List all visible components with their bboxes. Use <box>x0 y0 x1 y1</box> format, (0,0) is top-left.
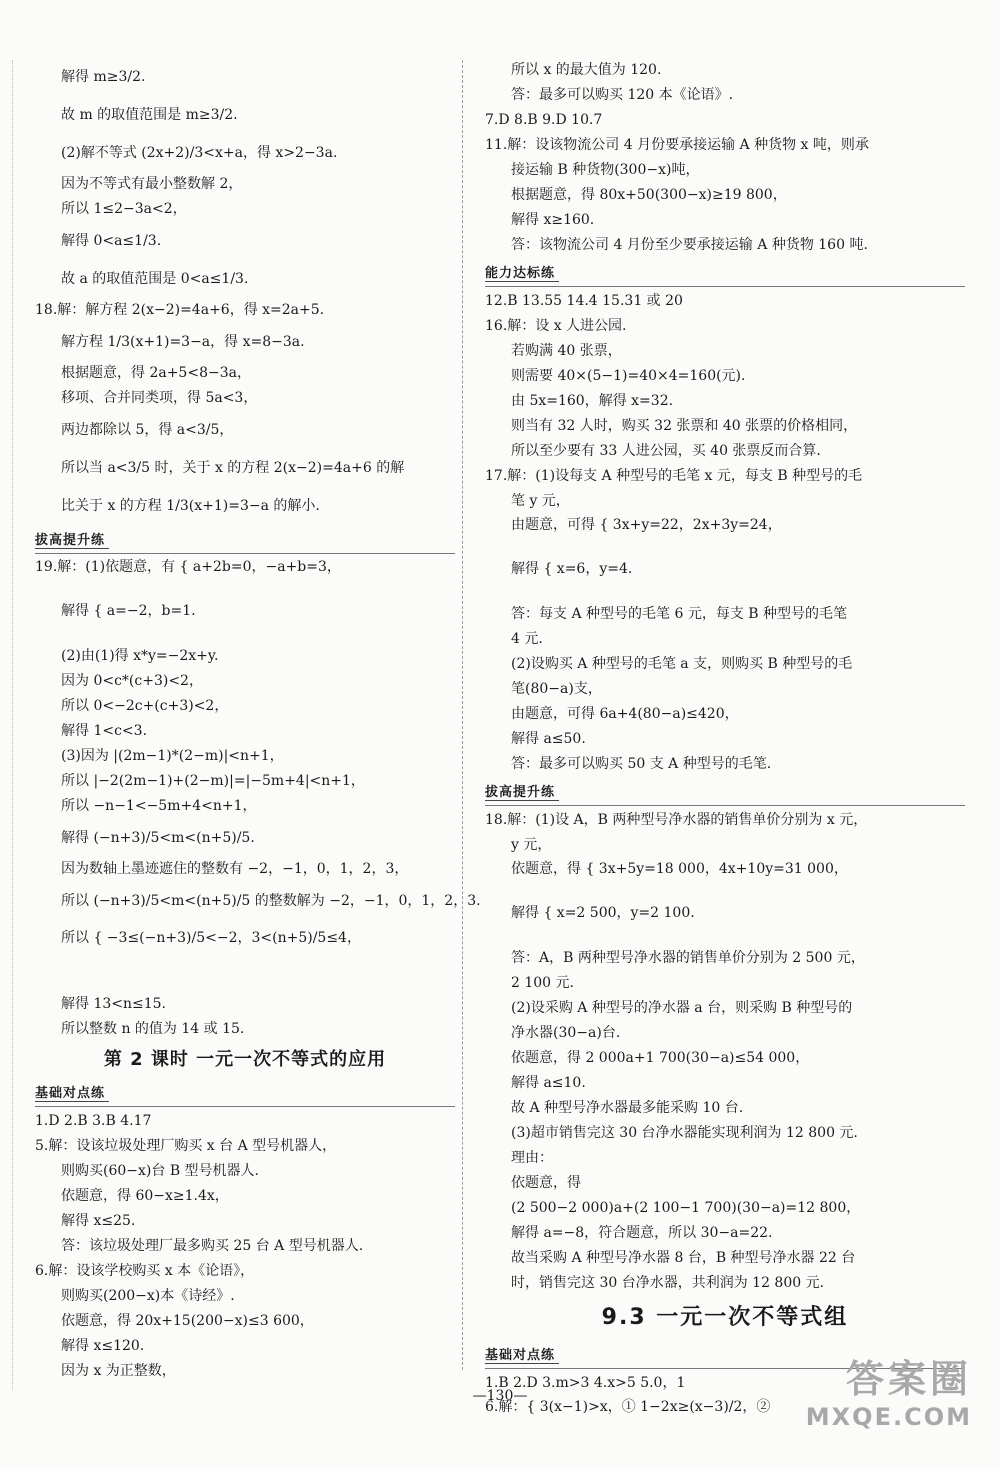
answer-line: 答：最多可以购买 120 本《论语》. <box>511 87 734 103</box>
answer-line: 所以 (−n+3)/5<m<(n+5)/5 的整数解为 −2，−1，0，1，2，3. <box>61 893 481 909</box>
answer-line: (2)设采购 A 种型号的净水器 a 台，则采购 B 种型号的 <box>511 1000 853 1016</box>
answer-line: 解得 a=−8，符合题意，所以 30−a=22. <box>511 1225 773 1241</box>
answer-line: 则购买(200−x)本《诗经》. <box>61 1288 235 1304</box>
answer-line: 所以 { −3≤(−n+3)/5<−2，3<(n+5)/5≤4， <box>61 930 361 946</box>
answer-line: 所以 0<−2c+(c+3)<2， <box>61 698 229 714</box>
answer-line: 净水器(30−a)台. <box>511 1025 621 1041</box>
answer-line: 答：该物流公司 4 月份至少要承接运输 A 种货物 160 吨. <box>511 237 868 253</box>
answer-line: 7.D 8.B 9.D 10.7 <box>485 112 603 128</box>
answer-line: 故当采购 A 种型号净水器 8 台，B 种型号净水器 22 台 <box>511 1250 856 1266</box>
answer-line: 所以 −n−1<−5m+4<n+1， <box>61 798 257 814</box>
section-heading: 拔高提升练 <box>485 781 559 801</box>
answer-line: 答：A，B 两种型号净水器的销售单价分别为 2 500 元， <box>511 950 865 966</box>
answer-line: 依题意，得 60−x≥1.4x， <box>61 1188 229 1204</box>
answer-line: 解得 x≤25. <box>61 1213 136 1229</box>
answer-line: 依题意，得 { 3x+5y=18 000，4x+10y=31 000， <box>511 861 848 877</box>
page-number: —130— <box>472 1388 528 1404</box>
answer-line: 则购买(60−x)台 B 型号机器人. <box>61 1163 260 1179</box>
answer-line: 解得 x≥160. <box>511 212 595 228</box>
answer-line: 12.B 13.55 14.4 15.31 或 20 <box>485 293 683 309</box>
answer-line: 因为数轴上墨迹遮住的整数有 −2，−1，0，1，2，3， <box>61 861 409 877</box>
answer-line: 由 5x=160，解得 x=32. <box>511 393 674 409</box>
answer-line: 时，销售完这 30 台净水器，共利润为 12 800 元. <box>511 1275 825 1291</box>
section-heading: 拔高提升练 <box>35 529 109 549</box>
answer-line: 两边都除以 5，得 a<3/5， <box>61 422 234 438</box>
answer-line: 6.解：设该学校购买 x 本《论语》， <box>35 1263 255 1279</box>
section-heading-row <box>35 525 455 554</box>
section-heading-row <box>485 258 965 287</box>
answer-line: 答：每支 A 种型号的毛笔 6 元，每支 B 种型号的毛笔 <box>511 606 848 622</box>
answer-line: 11.解：设该物流公司 4 月份要承接运输 A 种货物 x 吨，则承 <box>485 137 869 153</box>
answer-line: 1.B 2.D 3.m>3 4.x>5 5.0，1 <box>485 1375 686 1391</box>
answer-line: 笔(80−a)支， <box>511 681 602 697</box>
answer-line: 笔 y 元， <box>511 493 570 509</box>
left-column <box>35 58 481 1384</box>
answer-line: 解得 { a=−2，b=1. <box>61 603 196 619</box>
section-heading: 基础对点练 <box>35 1082 109 1102</box>
answer-line: 18.解：(1)设 A，B 两种型号净水器的销售单价分别为 x 元， <box>485 812 868 828</box>
answer-line: 因为 0<c*(c+3)<2， <box>61 673 203 689</box>
answer-line: 故 A 种型号净水器最多能采购 10 台. <box>511 1100 744 1116</box>
answer-line: 故 a 的取值范围是 0<a≤1/3. <box>61 271 249 287</box>
answer-line: 根据题意，得 80x+50(300−x)≥19 800， <box>511 187 787 203</box>
watermark-logo: 答案圈 <box>845 1357 972 1401</box>
answer-line: 根据题意，得 2a+5<8−3a， <box>61 365 251 381</box>
answer-line: (2 500−2 000)a+(2 100−1 700)(30−a)=12 800， <box>511 1200 861 1216</box>
binding-margin-line <box>12 60 13 1390</box>
answer-line: 因为不等式有最小整数解 2， <box>61 176 243 192</box>
answer-line: (3)因为 |(2m−1)*(2−m)|<n+1， <box>61 748 284 764</box>
answer-line: 所以当 a<3/5 时，关于 x 的方程 2(x−2)=4a+6 的解 <box>61 460 405 476</box>
answer-line: (3)超市销售完这 30 台净水器能实现利润为 12 800 元. <box>511 1125 858 1141</box>
answer-line: 由题意，可得 6a+4(80−a)≤420， <box>511 706 739 722</box>
answer-line: 因为 x 为正整数， <box>61 1363 176 1379</box>
section-heading-row <box>485 777 965 806</box>
answer-line: 所以至少要有 33 人进公园，买 40 张票反而合算. <box>511 443 821 459</box>
answer-line: 接运输 B 种货物(300−x)吨， <box>511 162 700 178</box>
answer-line: 则当有 32 人时，购买 32 张票和 40 张票的价格相同， <box>511 418 858 434</box>
answer-line: 16.解：设 x 人进公园. <box>485 318 627 334</box>
answer-line: 解得 x≤120. <box>61 1338 145 1354</box>
section-heading-row <box>35 1078 455 1107</box>
answer-line: 解得 m≥3/2. <box>61 69 146 85</box>
answer-line: 所以 1≤2−3a<2， <box>61 201 187 217</box>
answer-line: (2)解不等式 (2x+2)/3<x+a，得 x>2−3a. <box>61 145 338 161</box>
answer-line: 理由： <box>511 1150 553 1166</box>
answer-line: 解得 { x=2 500，y=2 100. <box>511 905 695 921</box>
answer-line: 则需要 40×(5−1)=40×4=160(元). <box>511 368 746 384</box>
column-divider <box>462 60 463 1370</box>
answer-line: (2)由(1)得 x*y=−2x+y. <box>61 648 219 664</box>
answer-line: 依题意，得 20x+15(200−x)≤3 600， <box>61 1313 314 1329</box>
answer-line: 4 元. <box>511 631 543 647</box>
answer-line: 故 m 的取值范围是 m≥3/2. <box>61 107 238 123</box>
answer-line: 解得 0<a≤1/3. <box>61 233 162 249</box>
answer-line: 解得 (−n+3)/5<m<(n+5)/5. <box>61 830 255 846</box>
answer-line: 解得 a≤10. <box>511 1075 586 1091</box>
answer-line: 5.解：设该垃圾处理厂购买 x 台 A 型号机器人， <box>35 1138 337 1154</box>
lesson-title: 第 2 课时 一元一次不等式的应用 <box>103 1049 387 1070</box>
answer-line: 6.解：{ 3(x−1)>x，① 1−2x≥(x−3)/2，② <box>485 1399 771 1415</box>
answer-line: 17.解：(1)设每支 A 种型号的毛笔 x 元，每支 B 种型号的毛 <box>485 468 863 484</box>
answer-line: 解得 1<c<3. <box>61 723 148 739</box>
answer-line: 依题意，得 2 000a+1 700(30−a)≤54 000， <box>511 1050 810 1066</box>
answer-line: y 元， <box>511 837 552 853</box>
right-column <box>485 58 965 1440</box>
answer-line: 所以 x 的最大值为 120. <box>511 62 662 78</box>
answer-line: 比关于 x 的方程 1/3(x+1)=3−a 的解小. <box>61 498 320 514</box>
answer-line: 由题意，可得 { 3x+y=22，2x+3y=24， <box>511 517 782 533</box>
answer-line: 解得 13<n≤15. <box>61 996 167 1012</box>
answer-line: 答：最多可以购买 50 支 A 种型号的毛笔. <box>511 756 772 772</box>
answer-line: 解方程 1/3(x+1)=3−a，得 x=8−3a. <box>61 334 305 350</box>
answer-line: 移项、合并同类项，得 5a<3， <box>61 390 258 406</box>
section-heading: 能力达标练 <box>485 262 559 282</box>
answer-line: 18.解：解方程 2(x−2)=4a+6，得 x=2a+5. <box>35 302 325 318</box>
answer-line: 所以整数 n 的值为 14 或 15. <box>61 1021 245 1037</box>
answer-line: 2 100 元. <box>511 975 574 991</box>
watermark <box>806 1348 972 1431</box>
answer-line: 依题意，得 <box>511 1175 581 1191</box>
answer-line: (2)设购买 A 种型号的毛笔 a 支，则购买 B 种型号的毛 <box>511 656 853 672</box>
watermark-url: MXQE.COM <box>805 1403 972 1431</box>
answer-line: 解得 { x=6，y=4. <box>511 561 633 577</box>
answer-line: 答：该垃圾处理厂最多购买 25 台 A 型号机器人. <box>61 1238 364 1254</box>
answer-line: 解得 a≤50. <box>511 731 586 747</box>
answer-line: 所以 |−2(2m−1)+(2−m)|=|−5m+4|<n+1， <box>61 773 365 789</box>
chapter-title: 9.3 一元一次不等式组 <box>601 1305 849 1330</box>
section-heading: 基础对点练 <box>485 1344 559 1364</box>
answer-line: 19.解：(1)依题意，有 { a+2b=0，−a+b=3， <box>35 559 341 575</box>
answer-line: 1.D 2.B 3.B 4.17 <box>35 1113 152 1129</box>
answer-line: 若购满 40 张票， <box>511 343 622 359</box>
